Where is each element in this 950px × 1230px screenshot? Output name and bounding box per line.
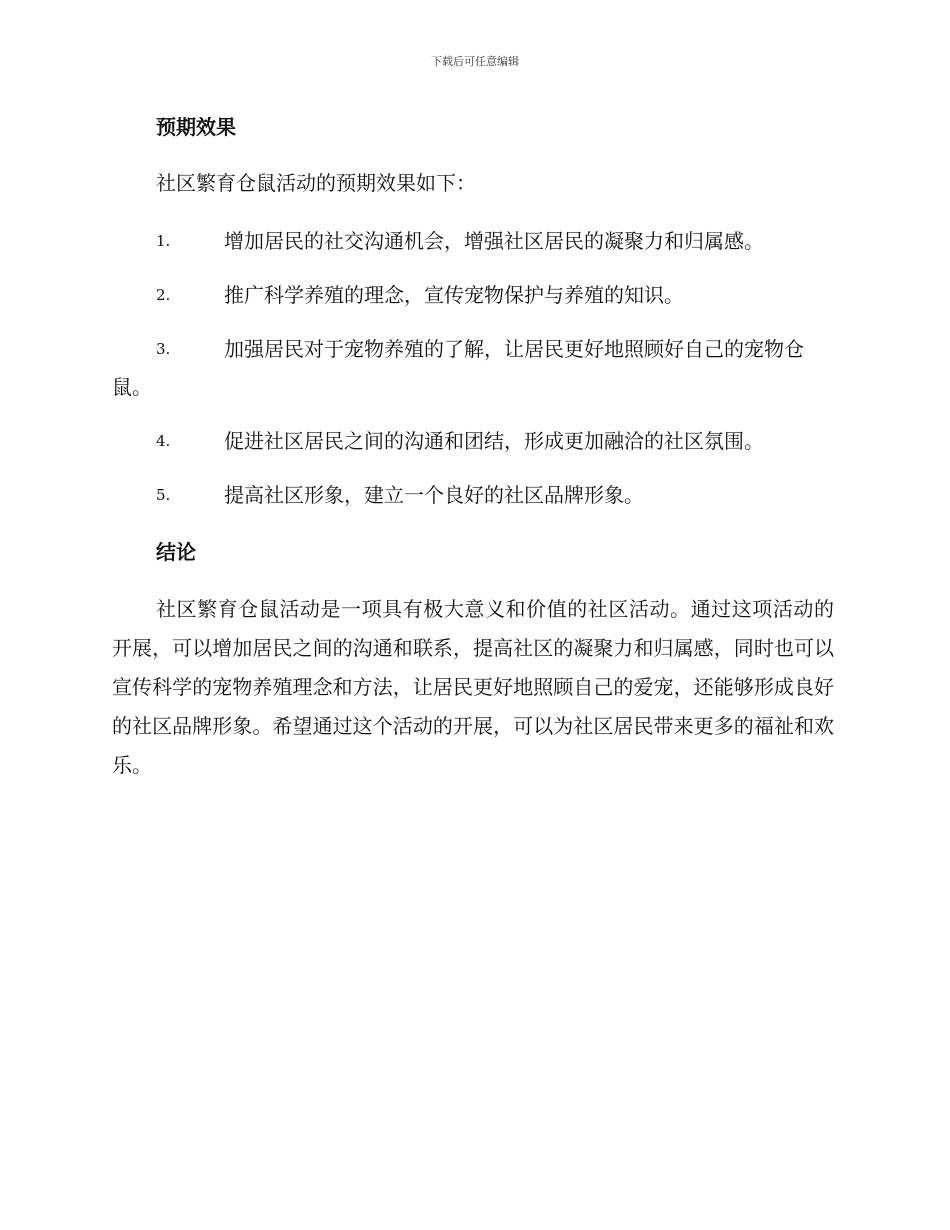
list-item-number: 3. [156,340,171,358]
list-item-number: 2. [156,286,171,304]
list-item-number: 4. [156,432,171,450]
page-header-note: 下载后可任意编辑 [431,55,519,68]
list-item [112,476,834,514]
section-heading-expected-effects: 预期效果 [156,115,236,139]
list-item-text: 加强居民对于宠物养殖的了解，让居民更好地照顾好自己的宠物仓鼠。 [112,337,804,399]
conclusion-paragraph: 社区繁育仓鼠活动是一项具有极大意义和价值的社区活动。通过这项活动的开展，可以增加居民之间的沟通和联系，提高社区的凝聚力和归属感，同时也可以宣传科学的宠物养殖理念和方法，让居民更好地照顾自己的爱宠，还能够形成良好的社区品牌形象。希望通过这个活动的开展，可以为社区居民带来更多的福祉和欢乐。 [112,597,834,777]
list-item-text: 推广科学养殖的理念，宣传宠物保护与养殖的知识。 [224,283,684,307]
list-item-text: 增加居民的社交沟通机会，增强社区居民的凝聚力和归属感。 [224,229,764,253]
section-heading-conclusion: 结论 [156,540,196,564]
list-item [112,222,834,260]
list-item [112,330,834,406]
list-item-number: 1. [156,232,171,250]
list-item-text: 提高社区形象，建立一个良好的社区品牌形象。 [224,483,644,507]
section-intro: 社区繁育仓鼠活动的预期效果如下： [156,171,476,195]
list-item-number: 5. [156,486,171,504]
list-item [112,422,834,460]
list-item [112,276,834,314]
list-item-text: 促进社区居民之间的沟通和团结，形成更加融洽的社区氛围。 [224,429,764,453]
expected-effects-list [112,222,834,530]
